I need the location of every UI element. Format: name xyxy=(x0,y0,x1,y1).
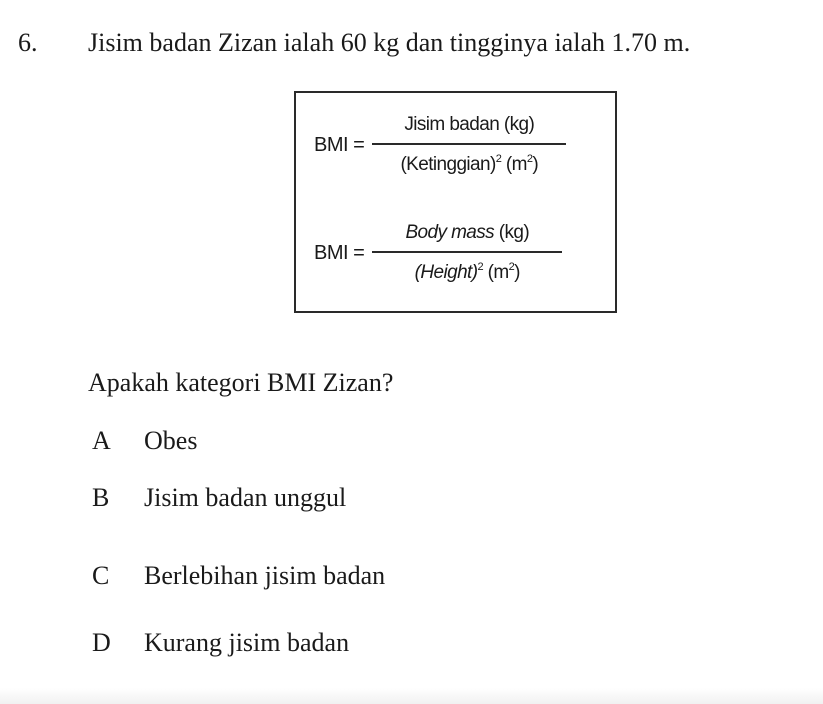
formula-fraction xyxy=(372,221,562,285)
numerator-unit: (kg) xyxy=(498,222,530,243)
option-c[interactable] xyxy=(92,561,385,591)
formula-lhs: BMI = xyxy=(314,133,365,156)
question-prompt: Apakah kategori BMI Zizan? xyxy=(88,368,394,397)
formula-denominator xyxy=(396,145,542,177)
bmi-formula-malay xyxy=(314,113,566,177)
formula-fraction xyxy=(372,113,566,177)
option-b[interactable] xyxy=(92,483,346,513)
denominator-unit-open: (m xyxy=(487,262,509,283)
formula-lhs: BMI = xyxy=(314,241,365,264)
option-text: Jisim badan unggul xyxy=(144,483,347,512)
denominator-unit-exponent: 2 xyxy=(526,153,533,165)
option-letter: B xyxy=(92,483,110,512)
formula-denominator xyxy=(411,253,524,285)
formula-numerator xyxy=(401,221,533,251)
option-d[interactable] xyxy=(92,628,349,658)
denominator-base: (Ketinggian) xyxy=(400,154,496,175)
denominator-unit-close: ) xyxy=(532,154,539,175)
option-text: Obes xyxy=(144,426,198,455)
bmi-formula-english xyxy=(314,221,562,285)
option-letter: D xyxy=(92,628,111,657)
page-bottom-edge xyxy=(0,688,823,704)
option-letter: A xyxy=(92,426,111,455)
question-stem: Jisim badan Zizan ialah 60 kg dan tingginya ialah 1.70 m. xyxy=(88,28,691,57)
denominator-exponent: 2 xyxy=(477,261,483,273)
option-a[interactable] xyxy=(92,426,197,456)
denominator-exponent: 2 xyxy=(495,153,502,165)
denominator-unit-open: (m xyxy=(505,154,527,175)
denominator-unit-close: ) xyxy=(514,262,520,283)
denominator-unit-exponent: 2 xyxy=(508,261,515,273)
option-text: Berlebihan jisim badan xyxy=(144,561,386,590)
question-number: 6. xyxy=(18,28,38,57)
option-text: Kurang jisim badan xyxy=(144,628,350,657)
option-letter: C xyxy=(92,561,110,590)
formula-numerator: Jisim badan (kg) xyxy=(404,114,535,135)
bmi-formula-box xyxy=(294,91,617,313)
denominator-base: (Height) xyxy=(414,262,478,283)
numerator-italic: Body mass xyxy=(405,222,495,243)
